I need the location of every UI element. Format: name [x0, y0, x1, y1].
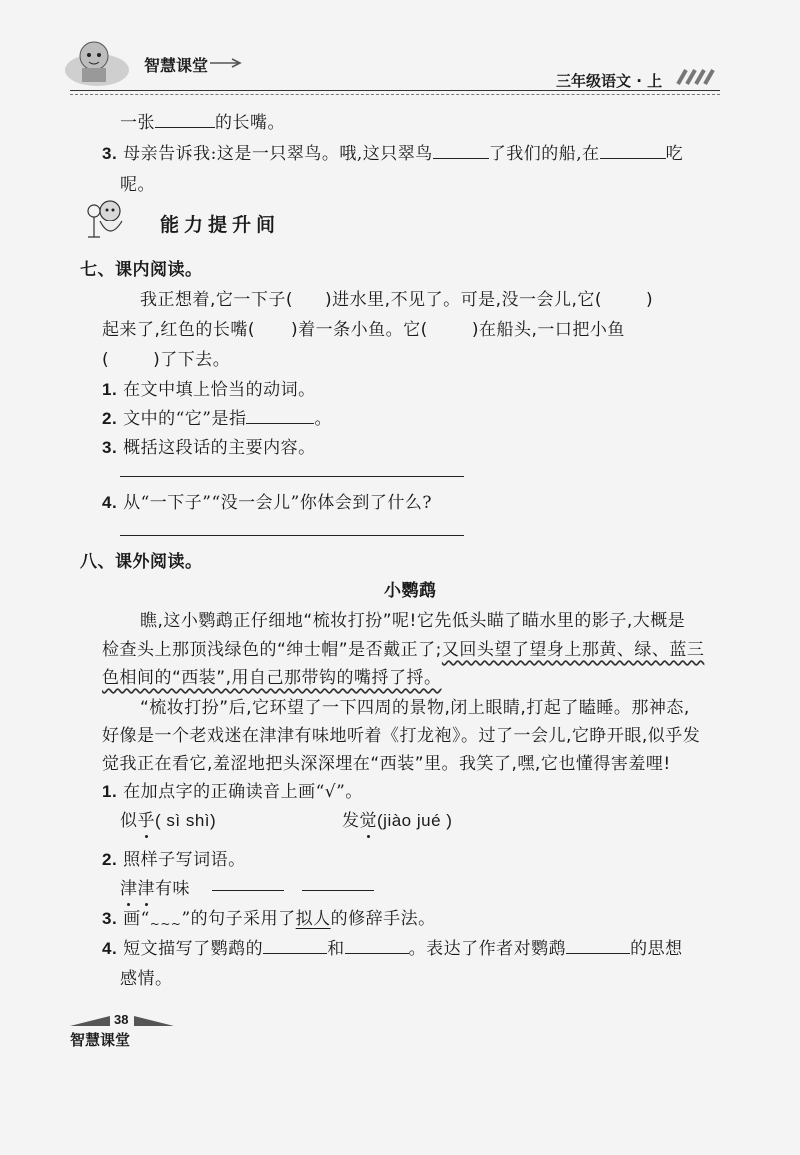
text-segment: 的长嘴。	[215, 113, 285, 133]
answer-blank[interactable]	[566, 939, 630, 954]
header-rule-thin	[70, 94, 720, 95]
question-number: 1.	[102, 782, 118, 801]
answer-blank[interactable]	[433, 144, 489, 159]
question-heading: 七、课内阅读。	[80, 260, 203, 280]
passage-line	[102, 635, 704, 660]
question-text: 文中的“它”是指	[123, 409, 247, 429]
text-segment: 了我们的船,在	[488, 144, 600, 164]
text-segment: )了下去。	[153, 350, 231, 370]
answer-blank[interactable]	[600, 144, 666, 159]
page-footer	[70, 1012, 190, 1052]
text-segment: 起来了,红色的长嘴(	[102, 320, 256, 340]
question-item	[102, 139, 683, 164]
question-text: 。	[314, 409, 332, 429]
page-header	[62, 52, 717, 92]
wavy-underlined-text: 色相间的“西装”,用自己那带钩的嘴捋了捋。	[102, 668, 442, 688]
text-segment: 好像是一个老戏迷在津津有味地听着《打龙袍》。过了一会儿,它睁开眼,似乎发	[102, 726, 701, 746]
question-text: 和	[327, 939, 345, 959]
question-text: 从“一下子”“没一会儿”你体会到了什么?	[123, 493, 432, 513]
passage-line	[102, 315, 625, 340]
underlined-answer: 拟人	[295, 909, 331, 929]
pinyin-choice	[120, 806, 216, 831]
text-segment: )着一条小鱼。它(	[291, 320, 428, 340]
answer-line[interactable]	[120, 476, 464, 477]
sub-question	[102, 488, 432, 513]
answer-blank[interactable]	[155, 113, 215, 128]
footer-arrow-left-icon	[70, 1014, 110, 1028]
question-number: 2.	[102, 409, 118, 428]
passage-line	[140, 285, 653, 310]
answer-blank[interactable]	[302, 890, 374, 891]
wavy-line-sample: ~~~	[149, 917, 182, 931]
question-number: 4.	[102, 493, 118, 512]
passage-line	[140, 693, 690, 718]
text-line	[120, 964, 173, 989]
dotted-char: 乎	[138, 806, 156, 831]
text-segment: )进水里,不见了。可是,没一会儿,它(	[325, 290, 603, 310]
text-segment: (	[102, 350, 110, 370]
text-segment: )在船头,一口把小鱼	[471, 320, 625, 340]
sub-question	[102, 375, 316, 400]
story-title: 小鹦鹉	[384, 581, 437, 601]
wavy-underlined-text: 又回头望了望身上那黄、绿、蓝三	[441, 640, 705, 660]
word-char: 发	[342, 811, 360, 831]
question-text: 短文描写了鹦鹉的	[123, 939, 264, 959]
header-grade: 三年级语文 · 上	[556, 72, 663, 90]
question-text: 概括这段话的主要内容。	[123, 438, 316, 458]
sub-question	[102, 777, 363, 802]
passage-line	[102, 663, 442, 688]
sub-question	[102, 934, 683, 959]
pinyin-options[interactable]: (jiào jué )	[377, 811, 453, 830]
passage-line	[102, 721, 700, 746]
question-number: 3.	[102, 438, 118, 457]
text-segment: 我正想着,它一下子(	[140, 290, 294, 310]
text-line	[120, 108, 285, 133]
question-text: 感情。	[120, 969, 173, 989]
sub-question	[102, 904, 436, 931]
pinyin-choice	[342, 806, 452, 831]
header-stripes-icon	[672, 68, 718, 86]
question-text: 画“	[123, 909, 150, 929]
passage-line	[102, 345, 230, 370]
text-segment: 一张	[120, 113, 155, 133]
header-rule	[70, 90, 720, 91]
question-text: 照样子写词语。	[123, 850, 246, 870]
question-text: 在加点字的正确读音上画“√”。	[123, 782, 363, 802]
header-brand: 智慧课堂	[144, 56, 209, 75]
text-segment: 检查头上那顶浅绿色的“绅士帽”是否戴正了;	[102, 640, 442, 660]
text-segment: )	[646, 290, 654, 310]
question-number: 1.	[102, 380, 118, 399]
section-title: 能力提升间	[160, 214, 281, 236]
question-heading: 八、课外阅读。	[80, 552, 203, 572]
question-text: ”的句子采用了	[181, 909, 296, 929]
word-char: 似	[120, 811, 138, 831]
mascot-logo-icon	[62, 38, 132, 88]
answer-blank[interactable]	[246, 409, 314, 424]
question-text: 。表达了作者对鹦鹉	[408, 939, 567, 959]
text-segment: 母亲告诉我:这是一只翠鸟。哦,这只翠鸟	[123, 144, 433, 164]
dotted-char: 觉	[360, 806, 378, 831]
question-number: 4.	[102, 939, 118, 958]
text-segment: 呢。	[120, 175, 155, 195]
text-line	[120, 170, 155, 195]
answer-blank[interactable]	[212, 890, 284, 891]
question-text: 的修辞手法。	[330, 909, 436, 929]
header-arrow-icon	[210, 58, 244, 68]
example-word-row	[120, 874, 190, 899]
girl-reading-icon	[84, 197, 130, 241]
text-segment: 觉我正在看它,羞涩地把头深深埋在“西装”里。我笑了,嘿,它也懂得害羞哩!	[102, 754, 671, 774]
answer-blank[interactable]	[263, 939, 327, 954]
question-number: 2.	[102, 850, 118, 869]
footer-brand: 智慧课堂	[70, 1031, 131, 1049]
text-segment: 吃	[665, 144, 684, 164]
pinyin-options[interactable]: ( sì shì)	[155, 811, 217, 830]
question-text: 在文中填上恰当的动词。	[123, 380, 316, 400]
sub-question	[102, 433, 316, 458]
dotted-char: 津	[138, 874, 156, 899]
question-number: 3.	[102, 909, 118, 928]
answer-line[interactable]	[120, 535, 464, 536]
passage-line	[140, 606, 685, 631]
footer-arrow-right-icon	[134, 1014, 174, 1028]
question-text: 的思想	[630, 939, 683, 959]
text-segment: “梳妆打扮”后,它环望了一下四周的景物,闭上眼睛,打起了瞌睡。那神态,	[140, 698, 690, 718]
sub-question	[102, 845, 246, 870]
page-number: 38	[114, 1012, 129, 1027]
word-char: 有味	[155, 879, 190, 899]
sub-question	[102, 404, 332, 429]
text-segment: 瞧,这小鹦鹉正仔细地“梳妆打扮”呢!它先低头瞄了瞄水里的影子,大概是	[140, 611, 686, 631]
question-number: 3.	[102, 144, 118, 163]
answer-blank[interactable]	[345, 939, 409, 954]
dotted-char: 津	[120, 874, 138, 899]
passage-line	[102, 749, 671, 774]
